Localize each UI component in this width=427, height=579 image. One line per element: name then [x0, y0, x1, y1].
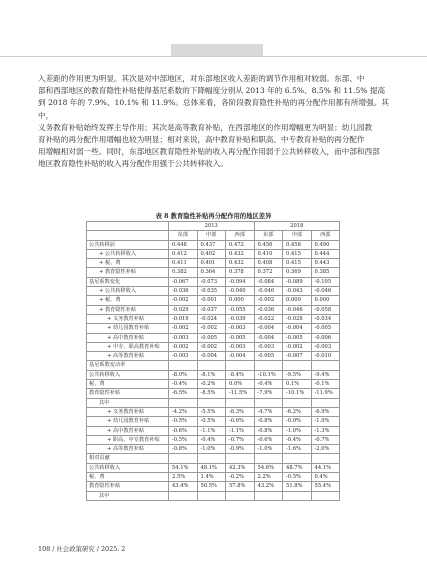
table-caption: 表 8 教育隐性补贴再分配作用的地区差异: [155, 213, 272, 220]
row-label: + 高中教育补贴: [87, 426, 169, 435]
body-paragraph: [38, 73, 389, 171]
cell-value: [283, 454, 312, 463]
cell-value: -0.084: [254, 277, 283, 286]
row-label: + 义务教育补贴: [87, 314, 169, 323]
cell-value: 2.5%: [169, 473, 198, 482]
cell-value: -0.040: [226, 287, 255, 296]
cell-value: [226, 361, 255, 370]
cell-value: -0.2%: [226, 473, 255, 482]
cell-value: [283, 361, 312, 370]
cell-value: -0.003: [311, 342, 340, 351]
cell-value: -0.6%: [169, 426, 198, 435]
cell-value: 0.0%: [226, 380, 255, 389]
cell-value: -6.2%: [283, 407, 312, 416]
table-row: [87, 249, 340, 258]
cell-value: 0.415: [283, 249, 312, 258]
table-row: [87, 287, 340, 296]
cell-value: -0.005: [197, 333, 226, 342]
cell-value: -0.7%: [226, 435, 255, 444]
row-label: + 高等教育补贴: [87, 445, 169, 454]
row-label: 教育隐性补贴: [87, 389, 169, 398]
region-header: 西部: [311, 231, 340, 240]
cell-value: [283, 491, 312, 500]
table-row: [87, 296, 340, 305]
table-row: [87, 259, 340, 268]
cell-value: 0.402: [197, 249, 226, 258]
cell-value: -0.002: [283, 342, 312, 351]
cell-value: -0.2%: [197, 380, 226, 389]
cell-value: [311, 361, 340, 370]
cell-value: -0.043: [283, 287, 312, 296]
cell-value: 0.4%: [311, 473, 340, 482]
cell-value: -0.003: [169, 352, 198, 361]
cell-value: -0.004: [226, 352, 255, 361]
table-row: [87, 445, 340, 454]
cell-value: -0.046: [311, 287, 340, 296]
table-row: [87, 361, 340, 370]
row-label: 公共转移收入: [87, 463, 169, 472]
cell-value: -1.0%: [197, 445, 226, 454]
table-row: [87, 380, 340, 389]
region-header: 中部: [283, 231, 312, 240]
cell-value: -0.004: [197, 352, 226, 361]
cell-value: -0.5%: [169, 435, 198, 444]
cell-value: 0.385: [311, 268, 340, 277]
region-header: 东部: [169, 231, 198, 240]
cell-value: 0.443: [311, 259, 340, 268]
paragraph-line: 到 2018 年的 7.9%、10.1% 和 11.9%。总体来看，各阶段教育隐性补贴的再分配作用都有所增强。其中，: [38, 98, 389, 120]
cell-value: -0.8%: [254, 426, 283, 435]
cell-value: -0.004: [283, 324, 312, 333]
cell-value: -0.002: [197, 324, 226, 333]
cell-value: [169, 361, 198, 370]
header-corner: [87, 231, 169, 240]
cell-value: -0.4%: [254, 380, 283, 389]
cell-value: -0.055: [226, 305, 255, 314]
cell-value: 0.408: [254, 259, 283, 268]
cell-value: -0.004: [254, 333, 283, 342]
cell-value: 1.4%: [197, 473, 226, 482]
cell-value: -11.5%: [226, 389, 255, 398]
table-row: [87, 407, 340, 416]
paragraph-line: 义务教育补贴始终发挥主导作用；其次是高等教育补贴，在西部地区的作用增幅更为明显；幼儿园教: [38, 122, 373, 132]
cell-value: [311, 454, 340, 463]
row-label: + 义务教育补贴: [87, 407, 169, 416]
table-row: [87, 417, 340, 426]
cell-value: [226, 454, 255, 463]
cell-value: 0.364: [197, 268, 226, 277]
table-row: [87, 240, 340, 249]
cell-value: -0.003: [169, 333, 198, 342]
row-label: 公共转移收入: [87, 370, 169, 379]
region-header: 西部: [226, 231, 255, 240]
cell-value: [283, 398, 312, 407]
cell-value: 0.369: [283, 268, 312, 277]
cell-value: -8.0%: [169, 370, 198, 379]
cell-value: -0.002: [169, 296, 198, 305]
cell-value: -0.5%: [197, 417, 226, 426]
cell-value: -0.007: [283, 352, 312, 361]
table-row: [87, 473, 340, 482]
cell-value: -0.094: [226, 277, 255, 286]
cell-value: -0.8%: [254, 417, 283, 426]
row-label: + 公共转移收入: [87, 287, 169, 296]
cell-value: [169, 491, 198, 500]
cell-value: -0.4%: [169, 380, 198, 389]
cell-value: -6.5%: [169, 389, 198, 398]
row-label: + 职高、中专教育补贴: [87, 435, 169, 444]
row-label: 税、费: [87, 473, 169, 482]
cell-value: [226, 398, 255, 407]
table-row: [87, 491, 340, 500]
header-banner: [171, 44, 263, 56]
cell-value: -1.1%: [197, 426, 226, 435]
cell-value: -9.5%: [283, 370, 312, 379]
row-label: + 税、费: [87, 259, 169, 268]
cell-value: 43.2%: [254, 482, 283, 491]
cell-value: -0.028: [283, 314, 312, 323]
table-row: [87, 324, 340, 333]
cell-value: 0.448: [169, 240, 198, 249]
cell-value: 0.000: [226, 296, 255, 305]
region-header: 东部: [254, 231, 283, 240]
cell-value: [197, 454, 226, 463]
table-row: [87, 389, 340, 398]
cell-value: [226, 491, 255, 500]
cell-value: 0.432: [226, 249, 255, 258]
table-row: [87, 398, 340, 407]
cell-value: 0.000: [283, 296, 312, 305]
cell-value: 0.490: [311, 240, 340, 249]
cell-value: -0.037: [197, 305, 226, 314]
cell-value: 0.410: [254, 249, 283, 258]
cell-value: -0.005: [311, 324, 340, 333]
cell-value: -1.1%: [226, 426, 255, 435]
cell-value: [254, 398, 283, 407]
cell-value: [169, 454, 198, 463]
cell-value: -0.5%: [169, 417, 198, 426]
cell-value: 0.432: [226, 259, 255, 268]
cell-value: 54.6%: [254, 463, 283, 472]
cell-value: 0.000: [311, 296, 340, 305]
cell-value: -0.058: [311, 305, 340, 314]
cell-value: -1.3%: [311, 426, 340, 435]
cell-value: -10.1%: [254, 370, 283, 379]
header-corner: [87, 222, 169, 231]
year-header: 2018: [254, 222, 340, 231]
cell-value: -0.002: [169, 324, 198, 333]
table-row: [87, 352, 340, 361]
cell-value: -0.029: [169, 305, 198, 314]
cell-value: 0.411: [169, 259, 198, 268]
cell-value: -0.6%: [254, 435, 283, 444]
cell-value: -0.4%: [283, 435, 312, 444]
cell-value: -1.6%: [283, 445, 312, 454]
cell-value: 42.3%: [226, 463, 255, 472]
cell-value: -0.036: [254, 305, 283, 314]
cell-value: -0.105: [311, 277, 340, 286]
cell-value: -0.046: [283, 305, 312, 314]
cell-value: [197, 398, 226, 407]
cell-value: 0.472: [226, 240, 255, 249]
cell-value: 0.456: [254, 240, 283, 249]
cell-value: 57.8%: [226, 482, 255, 491]
cell-value: -0.4%: [197, 435, 226, 444]
row-label: + 高中教育补贴: [87, 333, 169, 342]
cell-value: [169, 398, 198, 407]
cell-value: -0.1%: [311, 380, 340, 389]
row-label: 基尼系数变化: [87, 277, 169, 286]
cell-value: -0.003: [226, 324, 255, 333]
cell-value: 0.458: [283, 240, 312, 249]
cell-value: -4.2%: [169, 407, 198, 416]
cell-value: 0.378: [226, 268, 255, 277]
cell-value: 54.1%: [169, 463, 198, 472]
cell-value: [311, 398, 340, 407]
cell-value: 0.401: [197, 259, 226, 268]
cell-value: -0.5%: [283, 473, 312, 482]
cell-value: -0.067: [169, 277, 198, 286]
row-label: + 公共转移收入: [87, 249, 169, 258]
cell-value: 0.415: [283, 259, 312, 268]
cell-value: 0.382: [169, 268, 198, 277]
cell-value: -8.4%: [226, 370, 255, 379]
cell-value: 55.4%: [311, 482, 340, 491]
row-label: 税、费: [87, 380, 169, 389]
cell-value: [254, 491, 283, 500]
paragraph-line: 用增幅相对弱一些。同时，东部地区教育隐性补贴的收入再分配作用弱于公共转移收入，而中部和西部: [38, 147, 380, 157]
cell-value: [254, 361, 283, 370]
cell-value: -0.039: [226, 314, 255, 323]
cell-value: -0.073: [197, 277, 226, 286]
cell-value: -8.3%: [226, 407, 255, 416]
table-row: [87, 463, 340, 472]
cell-value: -0.019: [169, 314, 198, 323]
cell-value: -8.1%: [197, 370, 226, 379]
cell-value: -0.002: [197, 342, 226, 351]
row-label: 其中: [87, 398, 169, 407]
cell-value: -2.0%: [311, 445, 340, 454]
row-label: + 教育隐性补贴: [87, 305, 169, 314]
cell-value: -8.5%: [197, 389, 226, 398]
row-label: + 幼儿园教育补贴: [87, 417, 169, 426]
paragraph-line: 地区教育隐性补贴的收入再分配作用强于公共转移收入。: [38, 159, 228, 169]
header-divider: [0, 56, 427, 57]
row-label: + 教育隐性补贴: [87, 268, 169, 277]
paragraph-line: 部和西部地区的教育隐性补贴使得基尼系数的下降幅度分别从 2013 年的 6.5%、8.5% 和 11.5% 提高: [38, 86, 386, 96]
cell-value: -1.0%: [311, 417, 340, 426]
cell-value: 0.412: [169, 249, 198, 258]
table-row: [87, 342, 340, 351]
table-row: [87, 482, 340, 491]
row-label: 其中: [87, 491, 169, 500]
row-label: 基尼系数变动率: [87, 361, 169, 370]
cell-value: -0.006: [311, 333, 340, 342]
cell-value: -0.005: [283, 333, 312, 342]
cell-value: [254, 454, 283, 463]
row-label: + 高等教育补贴: [87, 352, 169, 361]
cell-value: 43.4%: [169, 482, 198, 491]
cell-value: 50.5%: [197, 482, 226, 491]
cell-value: -0.034: [311, 314, 340, 323]
cell-value: -0.010: [311, 352, 340, 361]
table-row: [87, 454, 340, 463]
header-row-regions: [87, 231, 340, 240]
cell-value: [311, 491, 340, 500]
cell-value: -0.003: [254, 342, 283, 351]
cell-value: -11.9%: [311, 389, 340, 398]
cell-value: -0.089: [283, 277, 312, 286]
table-row: [87, 277, 340, 286]
header-row-years: [87, 222, 340, 231]
cell-value: 44.1%: [311, 463, 340, 472]
row-label: + 幼儿园教育补贴: [87, 324, 169, 333]
table-row: [87, 370, 340, 379]
cell-value: -0.002: [254, 296, 283, 305]
cell-value: -0.004: [254, 324, 283, 333]
cell-value: -1.0%: [254, 445, 283, 454]
cell-value: -1.0%: [283, 426, 312, 435]
table-row: [87, 333, 340, 342]
table-row: [87, 305, 340, 314]
cell-value: -0.005: [254, 352, 283, 361]
cell-value: -0.024: [197, 314, 226, 323]
cell-value: -0.7%: [311, 435, 340, 444]
cell-value: -0.005: [226, 333, 255, 342]
paragraph-line: 入差距的作用更为明显。其次是对中部地区，对东部地区收入差距的调节作用相对较弱。东部、中: [38, 74, 365, 83]
cell-value: -10.1%: [283, 389, 312, 398]
cell-value: 0.372: [254, 268, 283, 277]
cell-value: -9.4%: [311, 370, 340, 379]
cell-value: 0.444: [311, 249, 340, 258]
table-row: [87, 314, 340, 323]
cell-value: -0.035: [197, 287, 226, 296]
row-label: 相对贡献: [87, 454, 169, 463]
year-header: 2013: [169, 222, 255, 231]
cell-value: 2.2%: [254, 473, 283, 482]
row-label: 公共转移前: [87, 240, 169, 249]
data-table: [86, 221, 340, 501]
cell-value: 48.1%: [197, 463, 226, 472]
cell-value: -0.9%: [283, 417, 312, 426]
page-footer: 108 / 社会政策研究 / 2025. 2: [38, 545, 126, 553]
cell-value: 0.437: [197, 240, 226, 249]
cell-value: -7.9%: [254, 389, 283, 398]
row-label: + 税、费: [87, 296, 169, 305]
cell-value: -0.003: [226, 342, 255, 351]
cell-value: [197, 491, 226, 500]
region-header: 中部: [197, 231, 226, 240]
table-row: [87, 426, 340, 435]
cell-value: -0.046: [254, 287, 283, 296]
cell-value: -5.5%: [197, 407, 226, 416]
cell-value: -0.002: [169, 342, 198, 351]
cell-value: 51.8%: [283, 482, 312, 491]
cell-value: -4.7%: [254, 407, 283, 416]
cell-value: -0.8%: [169, 445, 198, 454]
cell-value: -0.6%: [226, 417, 255, 426]
cell-value: -0.9%: [226, 445, 255, 454]
cell-value: -6.9%: [311, 407, 340, 416]
cell-value: 0.1%: [283, 380, 312, 389]
row-label: 教育隐性补贴: [87, 482, 169, 491]
cell-value: [197, 361, 226, 370]
cell-value: -0.036: [169, 287, 198, 296]
cell-value: -0.022: [254, 314, 283, 323]
cell-value: -0.001: [197, 296, 226, 305]
table-row: [87, 268, 340, 277]
row-label: + 中专、职高教育补贴: [87, 342, 169, 351]
paragraph-line: 育补贴的再分配作用增幅也较为明显；相对来说，高中教育补贴和职高、中专教育补贴的再分配作: [38, 135, 365, 145]
cell-value: 48.7%: [283, 463, 312, 472]
table-row: [87, 435, 340, 444]
